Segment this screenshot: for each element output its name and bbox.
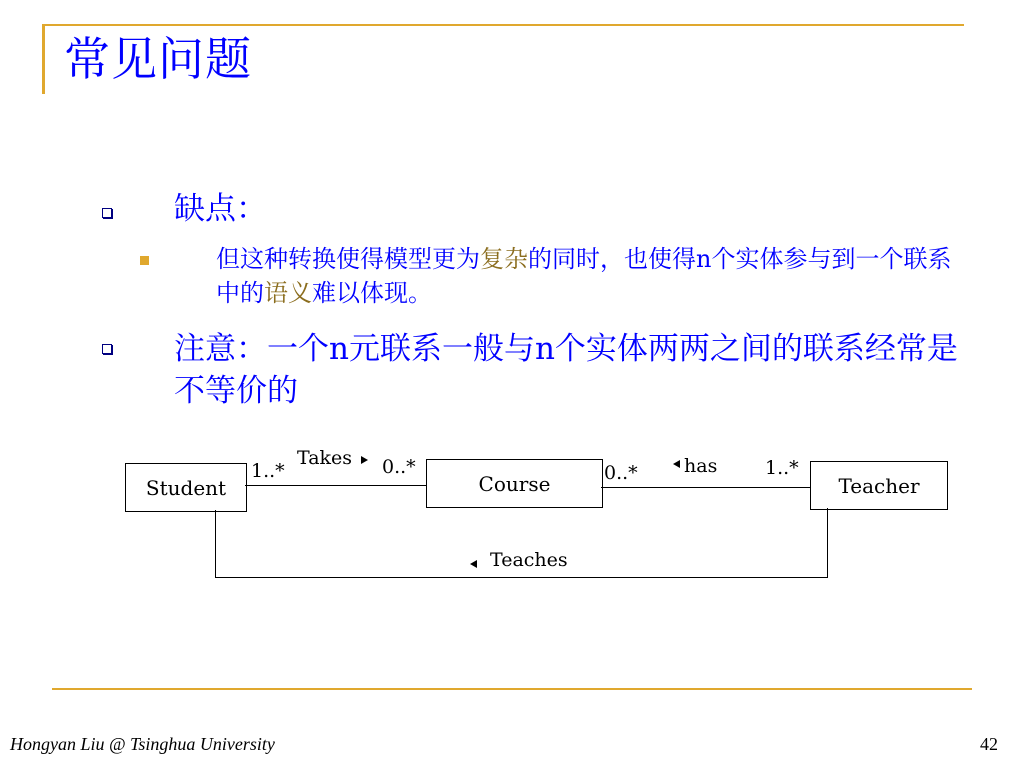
slide-title: 常见问题 [64, 32, 252, 86]
teaches-line-right [827, 508, 828, 578]
solid-square-bullet-icon [140, 256, 149, 265]
takes-line [245, 485, 426, 486]
sub-bullet-part1: 但这种转换使得模型更为 [216, 245, 480, 273]
entity-course-label: Course [478, 471, 551, 496]
student-takes-multiplicity: 1..* [251, 460, 285, 482]
teaches-line-left [215, 510, 216, 577]
entity-student [125, 463, 247, 512]
title-accent-vertical [42, 24, 45, 94]
bullet-note: 注意：一个n元联系一般与n个实体两两之间的联系经常是不等价的 [174, 331, 958, 409]
teacher-has-multiplicity: 1..* [765, 457, 799, 479]
entity-teacher-label: Teacher [838, 473, 920, 498]
highlight-semantics: 语义 [264, 279, 312, 307]
has-label: has [684, 455, 718, 477]
course-takes-multiplicity: 0..* [382, 456, 416, 478]
entity-teacher [810, 461, 948, 510]
footer-author: Hongyan Liu @ Tsinghua University [10, 734, 275, 754]
has-line [601, 487, 810, 488]
hollow-square-bullet-icon [102, 208, 112, 218]
teaches-label: Teaches [490, 549, 568, 571]
footer-divider [52, 688, 972, 690]
entity-course [426, 459, 603, 508]
bullet-drawbacks: 缺点： [174, 191, 267, 227]
takes-direction-arrow-icon [361, 456, 368, 464]
course-has-multiplicity: 0..* [604, 462, 638, 484]
has-direction-arrow-icon [673, 460, 680, 468]
entity-student-label: Student [145, 475, 227, 500]
sub-bullet-part2: 的同时，也使得n个实体参与到一个联系中的 [216, 245, 952, 307]
highlight-complex: 复杂 [480, 245, 528, 273]
title-accent-horizontal [42, 24, 964, 26]
hollow-square-bullet-icon [102, 344, 112, 354]
page-number: 42 [980, 734, 998, 754]
sub-bullet-text [216, 242, 956, 310]
sub-bullet-part3: 难以体现。 [312, 279, 432, 307]
teaches-direction-arrow-icon [470, 560, 477, 568]
takes-label: Takes [297, 447, 353, 469]
teaches-line-bottom [215, 577, 828, 578]
